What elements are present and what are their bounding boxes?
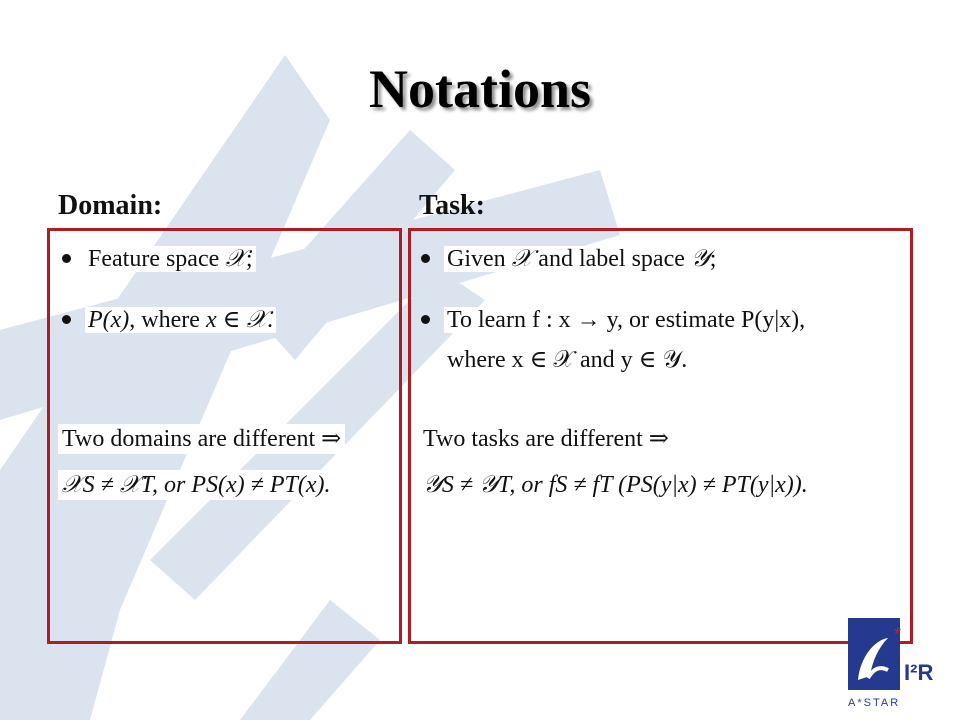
slide-title: Notations bbox=[368, 59, 591, 119]
bullet-icon bbox=[421, 254, 430, 263]
i2r-text: I²R bbox=[904, 660, 934, 685]
task-difference-label: Two tasks are different ⇒ bbox=[419, 424, 673, 453]
task-bullet-learn: To learn f : x → y, or estimate P(y|x), bbox=[421, 304, 808, 336]
domain-difference-expression: 𝒳S ≠ 𝒳T, or PS(x) ≠ PT(x). bbox=[58, 472, 334, 499]
task-bullet-label-space: Given 𝒳 and label space 𝒴; bbox=[421, 242, 719, 275]
bullet-icon bbox=[62, 254, 71, 263]
domain-difference-label: Two domains are different ⇒ bbox=[58, 424, 345, 453]
domain-bullet-feature-space: Feature space 𝒳; bbox=[62, 242, 256, 275]
bullet-icon bbox=[421, 315, 430, 324]
astar-text: A*STAR bbox=[848, 697, 901, 709]
bullet-icon bbox=[62, 315, 71, 324]
svg-text:*: * bbox=[894, 624, 902, 644]
domain-label: Domain: bbox=[58, 190, 163, 221]
domain-bullet-px: P(x), where x ∈ 𝒳. bbox=[62, 304, 276, 336]
task-difference-expression: 𝒴S ≠ 𝒴T, or fS ≠ fT (PS(y|x) ≠ PT(y|x)). bbox=[419, 472, 812, 499]
task-label: Task: bbox=[419, 190, 485, 221]
astar-i2r-logo bbox=[848, 618, 948, 710]
task-bullet-learn-continuation: where x ∈ 𝒳 and y ∈ 𝒴. bbox=[444, 344, 690, 376]
